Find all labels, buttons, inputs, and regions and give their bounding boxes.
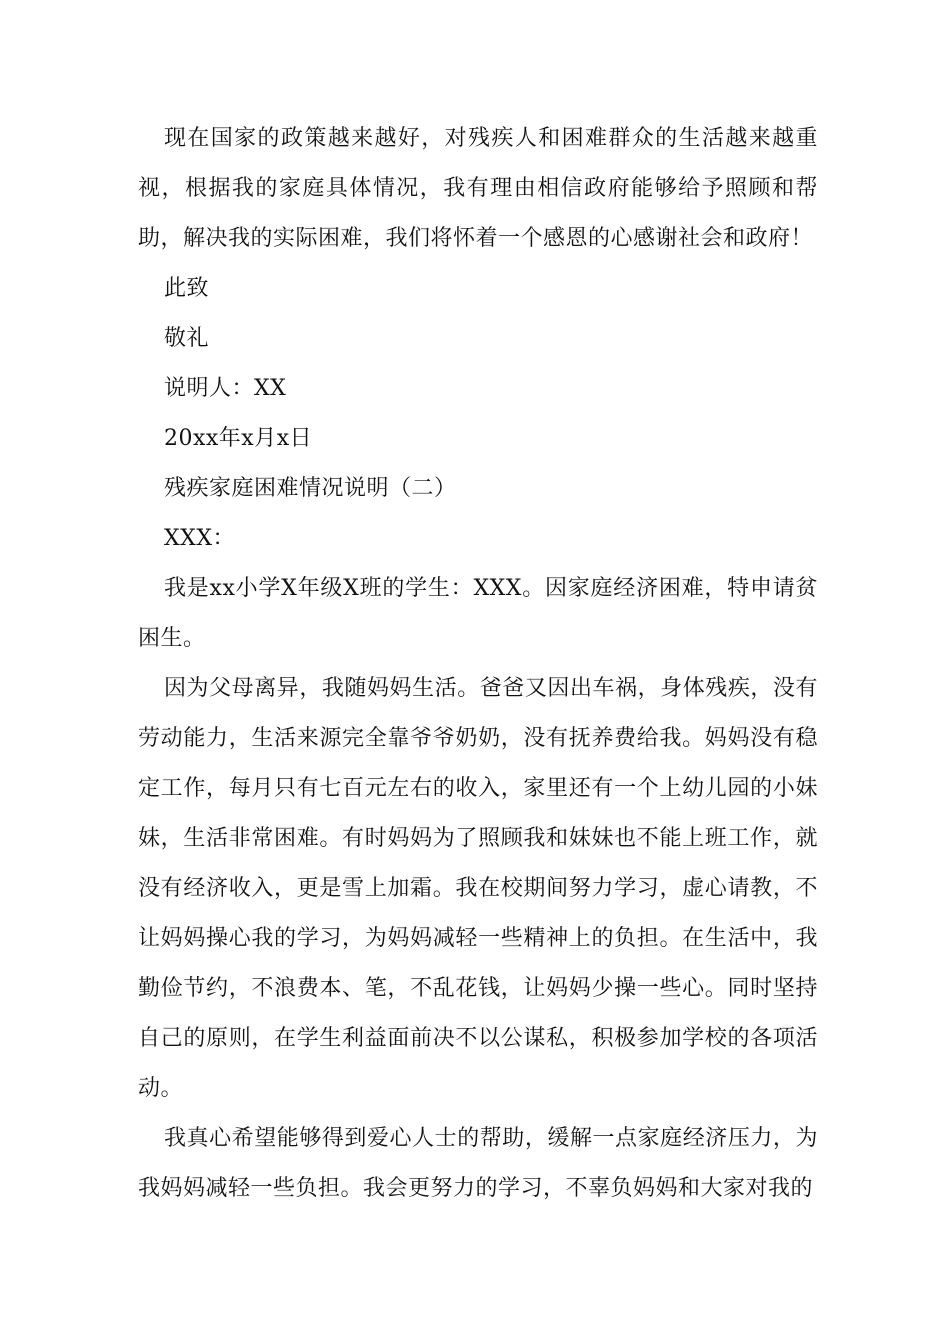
paragraph-family-situation: 因为父母离异，我随妈妈生活。爸爸又因出车祸，身体残疾，没有劳动能力，生活来源完全靠爷爷奶奶，没有抚养费给我。妈妈没有稳定工作，每月只有七百元左右的收入，家里还有一个上幼儿园的小妹妹，生活非常困难。有时妈妈为了照顾我和妹妹也不能上班工作，就没有经济收入，更是雪上加霜。我在校期间努力学习，虚心请教，不让妈妈操心我的学习，为妈妈减轻一些精神上的负担。在生活中，我勤俭节约，不浪费本、笔，不乱花钱，让妈妈少操一些心。同时坚持自己的原则，在学生利益面前决不以公谋私，积极参加学校的各项活动。: [138, 676, 818, 1101]
recipient-greeting: XXX：: [164, 526, 235, 551]
paragraph-hope: 我真心希望能够得到爱心人士的帮助，缓解一点家庭经济压力，为我妈妈减轻一些负担。我会更努力的学习，不辜负妈妈和大家对我的: [138, 1126, 818, 1201]
paragraph-introduction: 我是xx小学X年级X班的学生：XXX。因家庭经济困难，特申请贫困生。: [138, 576, 818, 651]
signatory: 说明人：XX: [164, 376, 287, 401]
closing-salutation: 此致: [164, 276, 210, 301]
section-title: 残疾家庭困难情况说明（二）: [164, 476, 457, 501]
document-page: [138, 114, 818, 1214]
letter-date: 20xx年x月x日: [164, 426, 313, 451]
paragraph-policy: 现在国家的政策越来越好，对残疾人和困难群众的生活越来越重视，根据我的家庭具体情况，我有理由相信政府能够给予照顾和帮助，解决我的实际困难，我们将怀着一个感恩的心感谢社会和政府！: [138, 126, 818, 251]
closing-regards: 敬礼: [164, 326, 210, 351]
